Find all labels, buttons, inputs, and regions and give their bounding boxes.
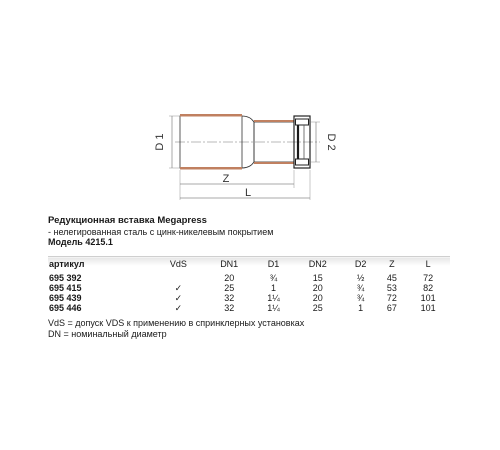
product-material: - нелегированная сталь с цинк-никелевым покрытием bbox=[48, 226, 274, 237]
cell-dn2: 25 bbox=[312, 303, 323, 313]
cell-d1: 1 bbox=[270, 283, 276, 293]
cell-vds bbox=[154, 271, 203, 283]
label-d1: D 1 bbox=[154, 133, 166, 151]
cell-d1: 1¼ bbox=[267, 303, 280, 313]
header-d1: D1 bbox=[255, 257, 291, 272]
label-d2: D 2 bbox=[325, 133, 337, 151]
cell-d2: ½ bbox=[356, 273, 365, 283]
cell-z: 45 bbox=[386, 273, 397, 283]
cell-vds: ✓ bbox=[174, 293, 183, 303]
cell-d2: 1 bbox=[358, 303, 364, 313]
table-row bbox=[48, 293, 450, 303]
table-row bbox=[48, 271, 450, 283]
table-row bbox=[48, 283, 450, 293]
product-model: Модель 4215.1 bbox=[48, 237, 113, 247]
product-title: Редукционная вставка Megapress bbox=[48, 215, 207, 226]
header-dn1: DN1 bbox=[203, 257, 255, 272]
tube-weld-band-bottom bbox=[180, 167, 242, 170]
label-l: L bbox=[244, 187, 252, 199]
cell-d2: ¾ bbox=[356, 293, 365, 303]
cell-d1: ¾ bbox=[269, 273, 278, 283]
cell-d1: 1¼ bbox=[267, 293, 280, 303]
table-header-row bbox=[48, 257, 450, 272]
header-vds: VdS bbox=[154, 257, 203, 272]
cell-l: 101 bbox=[420, 303, 436, 313]
cell-z: 53 bbox=[386, 283, 397, 293]
cell-vds: ✓ bbox=[174, 283, 183, 293]
header-article: артикул bbox=[48, 257, 154, 272]
header-l: L bbox=[406, 257, 450, 272]
cell-d2: ¾ bbox=[356, 283, 365, 293]
spec-table bbox=[48, 256, 450, 313]
press-ring-bottom bbox=[296, 159, 309, 165]
tube-weld-band-top bbox=[180, 114, 242, 117]
cell-l: 101 bbox=[420, 293, 436, 303]
table-row bbox=[48, 303, 450, 313]
note-dn: DN = номинальный диаметр bbox=[48, 328, 167, 339]
cell-z: 72 bbox=[386, 293, 397, 303]
cell-dn1: 20 bbox=[224, 273, 235, 283]
product-info bbox=[48, 216, 468, 248]
cell-dn1: 32 bbox=[224, 303, 235, 313]
cell-article: 695 446 bbox=[49, 303, 82, 313]
label-z: Z bbox=[222, 173, 230, 185]
cell-article: 695 439 bbox=[49, 293, 82, 303]
press-ring-top bbox=[296, 119, 309, 125]
cell-dn2: 15 bbox=[312, 273, 323, 283]
cell-dn1: 32 bbox=[224, 293, 235, 303]
cell-article: 695 415 bbox=[49, 283, 82, 293]
cell-dn1: 25 bbox=[224, 283, 235, 293]
cell-dn2: 20 bbox=[312, 283, 323, 293]
notes bbox=[48, 318, 468, 339]
small-band-top bbox=[254, 120, 294, 122]
cell-l: 72 bbox=[423, 273, 434, 283]
cell-z: 67 bbox=[386, 303, 397, 313]
cell-l: 82 bbox=[423, 283, 434, 293]
header-z: Z bbox=[377, 257, 406, 272]
small-band-bottom bbox=[254, 162, 294, 164]
cell-article: 695 392 bbox=[49, 273, 82, 283]
header-dn2: DN2 bbox=[292, 257, 344, 272]
cell-vds: ✓ bbox=[174, 303, 183, 313]
technical-drawing bbox=[150, 96, 360, 206]
cell-dn2: 20 bbox=[312, 293, 323, 303]
header-d2: D2 bbox=[344, 257, 377, 272]
note-vds: VdS = допуск VDS к применению в спринклерных установках bbox=[48, 318, 305, 328]
